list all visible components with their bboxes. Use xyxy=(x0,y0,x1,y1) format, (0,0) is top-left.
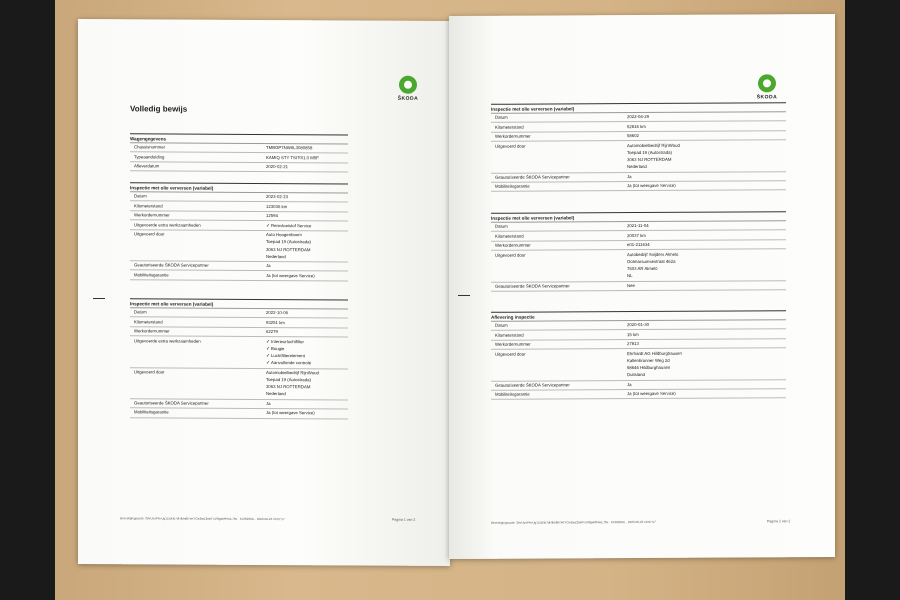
section-wagengegevens xyxy=(130,133,348,173)
row-label: Uitgevoerd door xyxy=(495,351,526,357)
table-row xyxy=(491,281,786,292)
row-value-line xyxy=(627,282,786,290)
skoda-logo-icon xyxy=(758,74,776,92)
row-value-line xyxy=(627,372,786,380)
row-value: Aanvullende controle xyxy=(271,360,312,366)
row-value: 62279 xyxy=(266,329,278,335)
row-values xyxy=(627,141,786,172)
row-label: Kilometerstand xyxy=(495,124,524,130)
row-value: Bougie xyxy=(271,345,285,352)
row-value-line xyxy=(266,410,348,418)
table-row xyxy=(491,181,786,192)
check-icon: ✓ xyxy=(266,360,271,367)
row-values xyxy=(266,262,348,271)
brand-name: ŠKODA xyxy=(397,95,419,102)
row-label: Mobiliteitsgarantie xyxy=(134,409,169,415)
row-label: Uitgevoerd door xyxy=(495,252,526,258)
row-value: Ehrhardt AG Hildburghausen xyxy=(627,350,682,356)
row-value: Auto Hoogenboom xyxy=(266,232,302,238)
row-value-line xyxy=(266,213,348,221)
row-value-line xyxy=(627,322,786,330)
row-value: 2022-10-06 xyxy=(266,310,288,316)
row-value-line xyxy=(266,273,348,281)
row-value-line xyxy=(627,133,786,141)
row-value: Ja (tot weergave Service) xyxy=(627,391,676,397)
table-row xyxy=(491,250,786,283)
row-value: 15 km xyxy=(627,331,639,337)
confirmation-code: Bevestigingscode: 3bVUosPfn-Ug1L5jKlo7dHIkht8t7eKYCwBwZBnKFxJ9fgwMfrHxL7fm · Kl.0829UE · 2023-02-23 13:07:57 xyxy=(120,516,285,522)
row-value: Autobedrijf Snijders Almelo xyxy=(627,251,679,257)
row-value: Nederland xyxy=(266,391,286,397)
brand-name: ŠKODA xyxy=(756,94,778,101)
check-icon: ✓ xyxy=(266,338,271,345)
row-value-line xyxy=(266,360,348,368)
row-value: 2023-02-23 xyxy=(266,194,288,200)
check-icon: ✓ xyxy=(266,222,271,229)
check-icon: ✓ xyxy=(266,353,271,360)
row-value: Toepad 19 (Autostrada) xyxy=(627,149,672,156)
section-aflevering-inspectie xyxy=(491,310,786,400)
row-value: Toepad 19 (Autostrada) xyxy=(266,239,311,245)
row-value: Ja xyxy=(627,381,632,387)
row-value: Automobielbedrijf RijnWoud xyxy=(266,369,319,376)
row-value-line xyxy=(266,223,348,231)
section-title: Aflevering inspectie xyxy=(491,310,786,322)
row-values xyxy=(627,281,786,290)
table-row xyxy=(130,162,348,173)
row-value: Nederland xyxy=(266,253,286,259)
row-value: Luchtfilterelement xyxy=(271,353,305,359)
row-values xyxy=(266,144,348,153)
row-values xyxy=(627,122,786,131)
row-value-line xyxy=(627,232,786,240)
row-label: Geautoriseerde ŠKODA Servicepartner xyxy=(134,262,209,268)
row-label: Geautoriseerde ŠKODA Servicepartner xyxy=(495,174,570,180)
row-label: Kilometerstand xyxy=(134,203,163,209)
row-label: Typeaanduiding xyxy=(134,154,165,160)
table-row xyxy=(130,408,348,419)
row-values xyxy=(266,337,348,367)
row-value-line xyxy=(627,183,786,191)
skoda-logo xyxy=(747,74,787,100)
row-values xyxy=(266,202,348,211)
row-values xyxy=(266,369,348,399)
row-values xyxy=(627,231,786,240)
row-value: Ootmarsumsestraat 462a xyxy=(627,258,676,265)
row-value-line xyxy=(627,114,786,122)
skoda-logo-icon xyxy=(399,76,417,94)
row-values xyxy=(266,221,348,230)
row-values xyxy=(627,380,786,389)
row-value: TMBGP7NW6L3080858 xyxy=(266,145,313,151)
row-value: 2022-04-29 xyxy=(627,114,649,120)
row-value-line xyxy=(627,173,786,181)
row-values xyxy=(627,250,786,281)
table-row xyxy=(130,230,348,262)
section-title: Inspectie met olie verversen (variabel) xyxy=(491,102,786,114)
row-value: 123036 km xyxy=(266,203,288,209)
row-values xyxy=(627,131,786,140)
row-values xyxy=(266,400,348,409)
row-value: 2020-02-21 xyxy=(266,164,288,170)
row-value-line xyxy=(266,310,348,318)
row-value-line xyxy=(266,254,348,262)
section-inspectie-2022-04 xyxy=(491,102,786,192)
row-values xyxy=(627,172,786,181)
row-value: Remvloeistof Service xyxy=(271,222,312,228)
row-label: Werkordernummer xyxy=(134,212,170,218)
row-label: Kilometerstand xyxy=(134,319,163,325)
row-label: Datum xyxy=(495,323,508,329)
section-inspectie-2021-11 xyxy=(491,211,786,292)
fold-mark xyxy=(458,295,470,296)
row-label: Datum xyxy=(495,224,508,230)
document-page-1 xyxy=(78,19,450,566)
page-number: Pagina 1 van 2 xyxy=(392,517,416,522)
row-value: 3063 NJ ROTTERDAM xyxy=(266,246,311,252)
row-label: Mobiliteitsgarantie xyxy=(134,272,169,278)
row-value-line xyxy=(627,123,786,131)
page-number: Pagina 2 van 2 xyxy=(767,519,791,524)
row-label: Chassisnummer xyxy=(134,144,166,150)
row-values xyxy=(627,349,786,380)
row-value-line xyxy=(627,242,786,250)
row-values xyxy=(266,193,348,202)
row-values xyxy=(266,153,348,162)
fold-mark xyxy=(93,298,105,299)
row-label: Werkordernummer xyxy=(134,328,170,334)
row-value: 52816 km xyxy=(627,123,646,129)
table-row xyxy=(491,389,786,400)
row-value: Ja (tot weergave Service) xyxy=(266,272,315,279)
row-label: Kilometerstand xyxy=(495,233,524,239)
row-values xyxy=(627,330,786,339)
skoda-logo xyxy=(388,76,428,102)
row-values xyxy=(627,112,786,121)
row-value-line xyxy=(627,391,786,399)
row-value-line xyxy=(266,401,348,409)
row-value: Nee xyxy=(627,282,635,288)
section-title: Inspectie met olie verversen (variabel) xyxy=(130,182,348,193)
confirmation-code: Bevestigingscode: 3bVUosPfn-Ug1L5jKlo7dHIkht8t7eKYCwBwZBnKFxJ9fgwMfrHxL7fm · Kl.0829UE · 2023-02-23 13:07:57 xyxy=(491,519,656,525)
row-value: Kallenbronner Weg 2d xyxy=(627,357,670,364)
check-icon: ✓ xyxy=(266,345,271,352)
row-value-line xyxy=(266,263,348,271)
row-value: 7603 AR Almelo xyxy=(627,266,658,272)
row-label: Werkordernummer xyxy=(495,242,531,249)
section-title: Wagengegevens xyxy=(130,133,348,144)
row-value: Interieurluchtfilter xyxy=(271,338,304,344)
row-label: Uitgevoerde extra werkzaamheden xyxy=(134,338,201,344)
row-value-line xyxy=(266,194,348,202)
row-value-line xyxy=(627,164,786,172)
row-values xyxy=(627,181,786,190)
row-values xyxy=(266,318,348,327)
table-row xyxy=(130,337,348,369)
row-values xyxy=(627,320,786,329)
row-value: 20037 km xyxy=(627,232,646,238)
row-value: 2021-11-04 xyxy=(627,223,649,229)
row-label: Werkordernummer xyxy=(495,133,531,140)
row-label: Mobiliteitsgarantie xyxy=(495,183,530,190)
row-value: Duitsland xyxy=(627,372,645,378)
row-value: Ja xyxy=(266,263,271,269)
table-row xyxy=(491,349,786,382)
row-label: Geautoriseerde ŠKODA Servicepartner xyxy=(495,283,570,289)
row-values xyxy=(266,231,348,261)
row-label: Datum xyxy=(134,193,147,199)
row-label: Geautoriseerde ŠKODA Servicepartner xyxy=(495,382,570,388)
document-title: Volledig bewijs xyxy=(130,104,188,114)
row-value-line xyxy=(266,145,348,153)
row-value: e01-211634 xyxy=(627,242,650,248)
row-value: 58602 xyxy=(627,133,639,139)
row-value: Toepad 19 (Autostrada) xyxy=(266,376,311,383)
row-values xyxy=(627,389,786,398)
row-value-line xyxy=(266,164,348,172)
row-values xyxy=(266,163,348,172)
table-row xyxy=(130,271,348,282)
row-value: 93251 km xyxy=(266,319,285,325)
row-label: Werkordernummer xyxy=(495,341,531,348)
row-value-line xyxy=(266,155,348,163)
row-value: Automobielbedrijf RijnWoud xyxy=(627,142,680,148)
row-label: Datum xyxy=(134,309,147,315)
row-value-line xyxy=(627,223,786,231)
row-value-line xyxy=(627,331,786,339)
row-values xyxy=(266,212,348,221)
row-value: 98646 Hildburghausen xyxy=(627,364,671,371)
row-value-line xyxy=(627,381,786,389)
row-values xyxy=(266,328,348,337)
row-values xyxy=(266,271,348,280)
row-label: Uitgevoerde extra werkzaamheden xyxy=(134,222,201,228)
row-label: Uitgevoerd door xyxy=(134,369,165,375)
row-label: Datum xyxy=(495,115,508,121)
row-label: Uitgevoerd door xyxy=(134,231,165,237)
row-value: 3063 NJ ROTTERDAM xyxy=(266,384,311,390)
row-values xyxy=(627,221,786,230)
row-label: Kilometerstand xyxy=(495,332,524,338)
row-values xyxy=(266,409,348,418)
row-value: Ja xyxy=(627,173,632,179)
row-value: 3063 NJ ROTTERDAM xyxy=(627,156,672,163)
row-label: Afleverdatum xyxy=(134,163,160,169)
section-title: Inspectie met olie verversen (variabel) xyxy=(130,298,348,309)
row-value: Ja (tot weergave Service) xyxy=(627,183,676,189)
row-value: Nederland xyxy=(627,164,647,170)
row-value: 27813 xyxy=(627,341,639,347)
row-value: 12594 xyxy=(266,213,278,219)
row-label: Mobiliteitsgarantie xyxy=(495,391,530,398)
row-value-line xyxy=(266,329,348,337)
row-value: 2020-01-30 xyxy=(627,322,649,328)
row-value-line xyxy=(627,341,786,349)
row-value-line xyxy=(627,273,786,281)
document-page-2 xyxy=(449,14,835,559)
section-inspectie-2023 xyxy=(130,182,348,281)
section-title: Inspectie met olie verversen (variabel) xyxy=(491,211,786,223)
row-values xyxy=(627,339,786,348)
row-values xyxy=(266,309,348,318)
table-row xyxy=(130,368,348,400)
row-value: Ja (tot weergave Service) xyxy=(266,410,315,416)
row-label: Geautoriseerde ŠKODA Servicepartner xyxy=(134,400,209,406)
row-value: Ja xyxy=(266,400,271,406)
row-value-line xyxy=(266,204,348,212)
row-value: KAMIQ STY TSI70/1.0 M5F xyxy=(266,154,319,161)
table-row xyxy=(491,141,786,174)
row-value: NL xyxy=(627,273,633,279)
section-inspectie-2022-10 xyxy=(130,298,348,419)
row-value-line xyxy=(266,391,348,399)
row-label: Uitgevoerd door xyxy=(495,143,526,149)
row-values xyxy=(627,240,786,249)
row-value-line xyxy=(266,320,348,328)
